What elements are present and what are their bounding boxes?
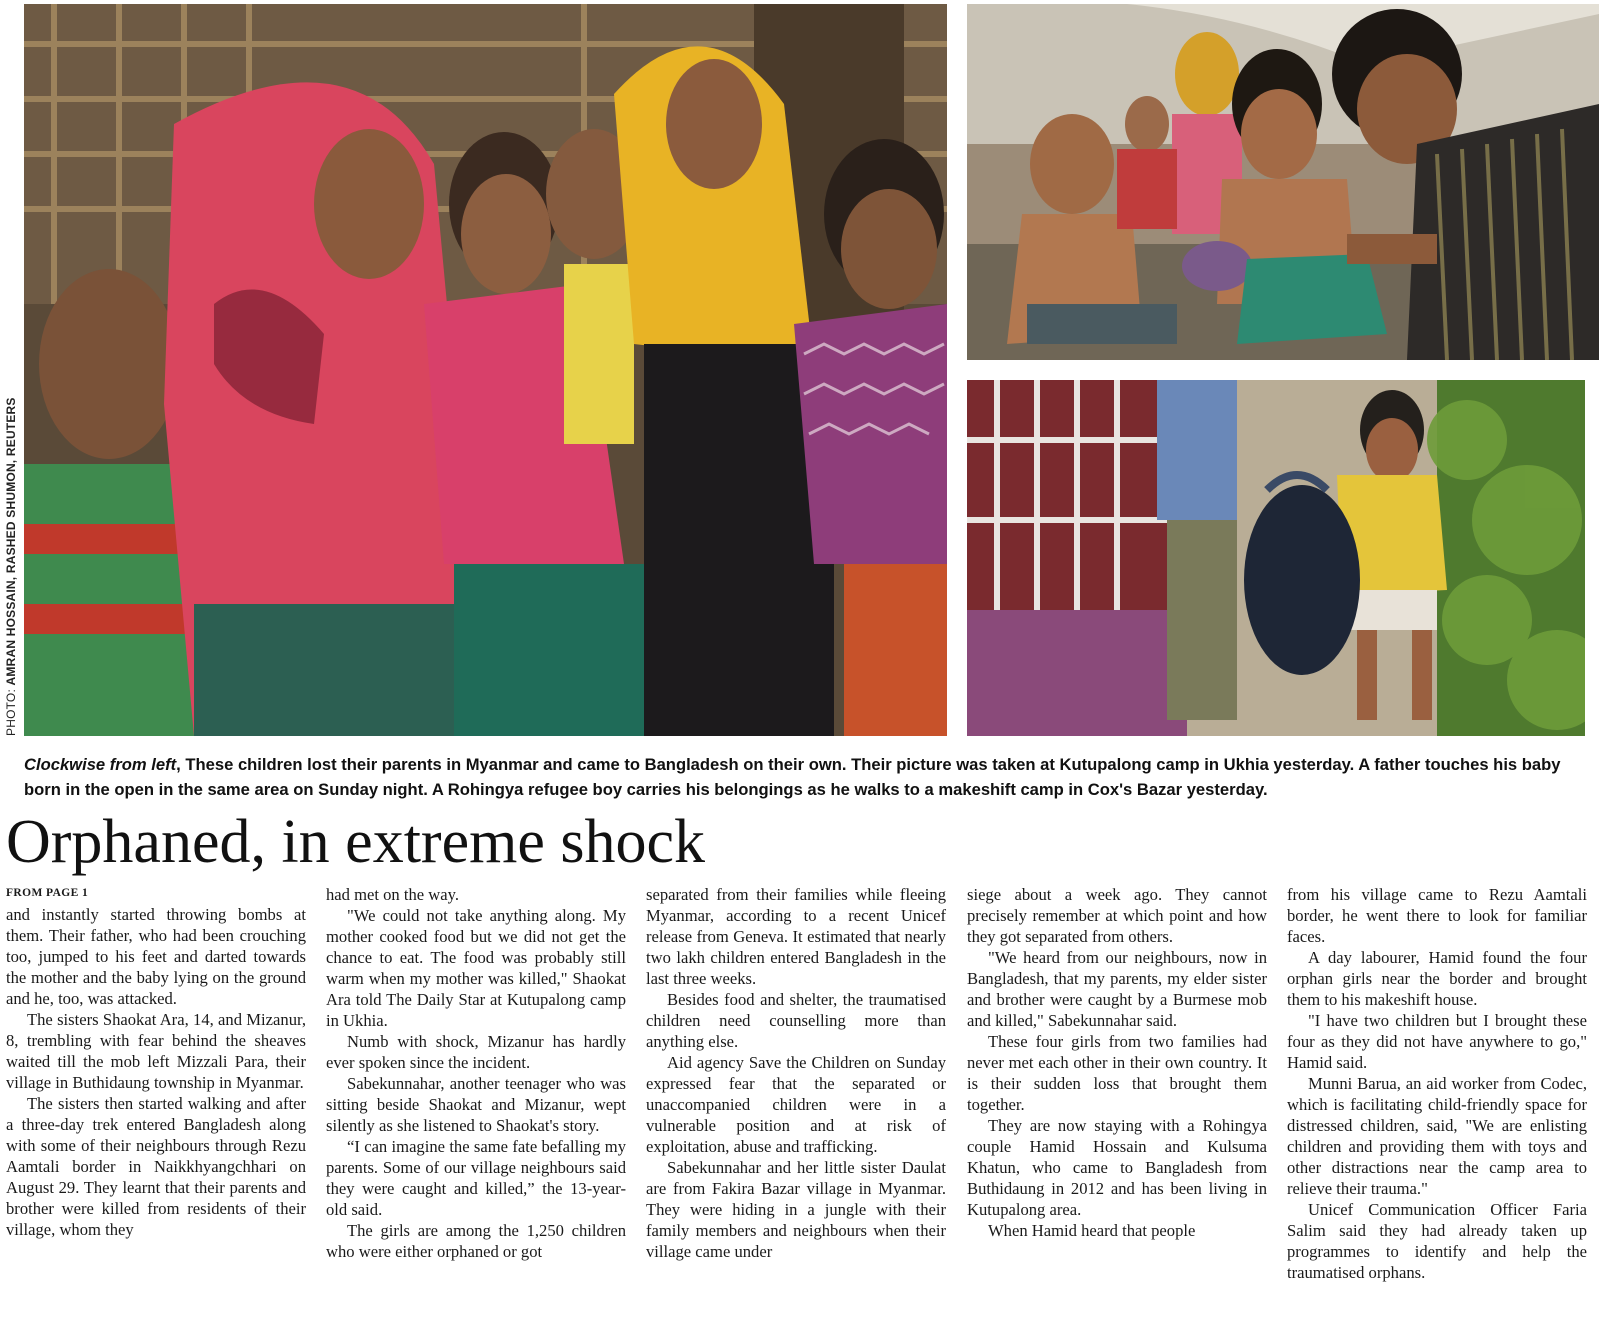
paragraph: Sabekunnahar, another teenager who was sitting beside Shaokat and Mizanur, wept silently as she listened to Shaokat's story. bbox=[326, 1074, 626, 1135]
photo-orphaned-children-image bbox=[24, 4, 947, 736]
paragraph: Sabekunnahar and her little sister Daulat are from Fakira Bazar village in Myanmar. They were hiding in a jungle with their family members and neighbours when their village came under bbox=[646, 1158, 946, 1261]
paragraph: "We could not take anything along. My mother cooked food but we did not get the chance to eat. The food was probably still warm when my mother was killed," Shaokat Ara told The Daily Star at Kutupalong camp in Ukhia. bbox=[326, 906, 626, 1030]
caption-text: , These children lost their parents in Myanmar and came to Bangladesh on their own. Their picture was taken at Kutupalong camp in Ukhia yesterday. A father touches his baby born in the open in the same area on Sunday night. A Rohingya refugee boy carries his belongings as he walks to a makeshift camp in Cox's Bazar yesterday. bbox=[24, 755, 1561, 799]
photo-boy-carrying-belongings bbox=[967, 380, 1585, 736]
photo-father-baby-image bbox=[967, 4, 1599, 360]
paragraph: “I can imagine the same fate befalling my parents. Some of our village neighbours said they were caught and killed,” the 13-year-old said. bbox=[326, 1137, 626, 1219]
paragraph: "I have two children but I brought these four as they did not have anywhere to go," Hamid said. bbox=[1287, 1011, 1587, 1072]
paragraph: Munni Barua, an aid worker from Codec, which is facilitating child-friendly space for distressed children, said, "We are enlisting children and providing them with toys and other distractions near the camp area to relieve their trauma." bbox=[1287, 1074, 1587, 1198]
paragraph: The girls are among the 1,250 children who were either orphaned or got bbox=[326, 1221, 626, 1261]
article-column-1 bbox=[6, 904, 306, 1240]
article-column-2 bbox=[326, 884, 626, 1262]
article-headline: Orphaned, in extreme shock bbox=[6, 808, 705, 876]
paragraph: These four girls from two families had never met each other in their own country. It is their sudden loss that brought them together. bbox=[967, 1032, 1267, 1114]
paragraph: from his village came to Rezu Aamtali border, he went there to look for familiar faces. bbox=[1287, 885, 1587, 946]
photo-father-baby bbox=[967, 4, 1599, 360]
paragraph: separated from their families while fleeing Myanmar, according to a recent Unicef release from Geneva. It estimated that nearly two lakh children entered Bangladesh in the last three weeks. bbox=[646, 885, 946, 988]
photo-credit-prefix: PHOTO: bbox=[4, 685, 18, 736]
paragraph: When Hamid heard that people bbox=[988, 1221, 1196, 1240]
paragraph: Besides food and shelter, the traumatised children need counselling more than anything else. bbox=[646, 990, 946, 1051]
article-column-3 bbox=[646, 884, 946, 1262]
caption-lead: Clockwise from left bbox=[24, 755, 177, 774]
paragraph: and instantly started throwing bombs at them. Their father, who had been crouching too, jumped to his feet and darted towards the mother and the baby lying on the ground and he, too, was attacked. bbox=[6, 905, 306, 1008]
paragraph: They are now staying with a Rohingya couple Hamid Hossain and Kulsuma Khatun, who came to Bangladesh from Buthidaung in 2012 and has been living in Kutupalong area. bbox=[967, 1116, 1267, 1219]
photo-credit-names: AMRAN HOSSAIN, RASHED SHUMON, REUTERS bbox=[4, 397, 18, 686]
paragraph: siege about a week ago. They cannot precisely remember at which point and how they got separated from others. bbox=[967, 885, 1267, 946]
photo-orphaned-children bbox=[24, 4, 947, 736]
photo-boy-carrying-belongings-image bbox=[967, 380, 1585, 736]
article-column-5 bbox=[1287, 884, 1587, 1283]
paragraph: Unicef Communication Officer Faria Salim said they had already taken up programmes to identify and help the traumatised orphans. bbox=[1287, 1200, 1587, 1282]
paragraph: A day labourer, Hamid found the four orphan girls near the border and brought them to his makeshift house. bbox=[1287, 948, 1587, 1009]
paragraph: had met on the way. bbox=[326, 885, 460, 904]
article-column-4 bbox=[967, 884, 1267, 1241]
photo-caption bbox=[24, 752, 1584, 802]
paragraph: Numb with shock, Mizanur has hardly ever spoken since the incident. bbox=[326, 1032, 626, 1072]
paragraph: Aid agency Save the Children on Sunday expressed fear that the separated or unaccompanied children were in a vulnerable position and at risk of exploitation, abuse and trafficking. bbox=[646, 1053, 946, 1156]
paragraph: "We heard from our neighbours, now in Bangladesh, that my parents, my elder sister and brother were caught by a Burmese mob and killed," Sabekunnahar said. bbox=[967, 948, 1267, 1030]
paragraph: The sisters then started walking and after a three-day trek entered Bangladesh along with some of their neighbours through Rezu Aamtali border in Naikkhyangchhari on August 29. They learnt that their parents and brother were killed from residents of their village, whom they bbox=[6, 1094, 306, 1239]
paragraph: The sisters Shaokat Ara, 14, and Mizanur, 8, trembling with fear behind the sheaves waited till the mob left Mizzali Para, their village in Buthidaung township in Myanmar. bbox=[6, 1010, 306, 1092]
photo-credit bbox=[4, 397, 18, 736]
continuation-kicker: FROM PAGE 1 bbox=[6, 887, 89, 899]
